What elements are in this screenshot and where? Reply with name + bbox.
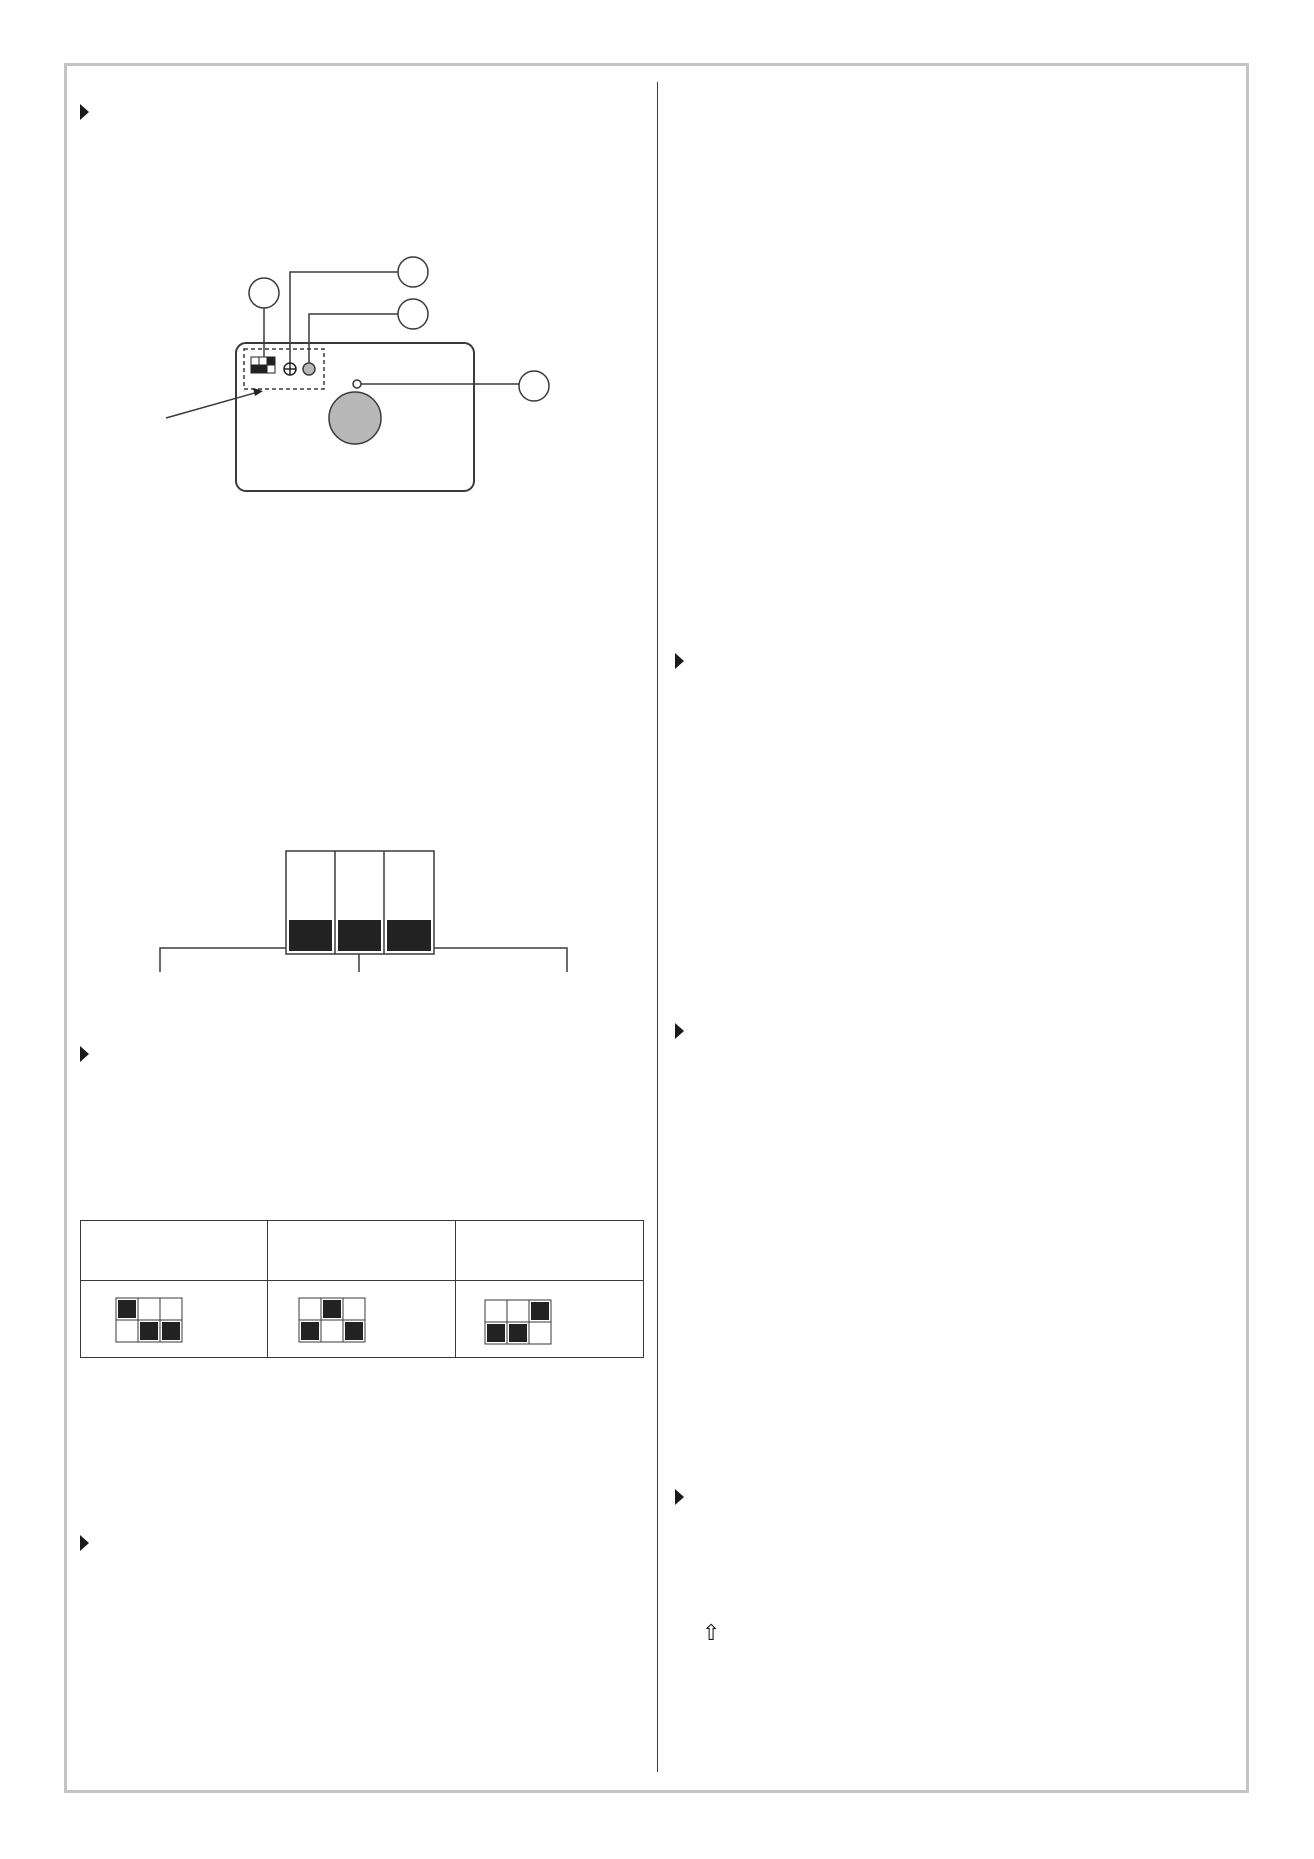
dip-cell [138,1298,160,1320]
dip-setting-table [80,1220,644,1358]
callout-circle [519,371,549,401]
callout-circle [398,257,428,287]
table-pattern-cell [456,1281,643,1357]
table-header-cell [268,1221,455,1281]
dip-switch-block-diagram [0,845,1314,985]
device-diagram [0,0,1314,520]
switch-bracket [160,948,567,972]
dip-cell-on [487,1324,505,1342]
dip-cell-on [531,1302,549,1320]
table-pattern-cell [81,1281,268,1357]
small-indicator-dot [353,380,361,388]
crosshair-screw-icon [284,363,296,375]
section-bullet-icon [675,1023,684,1039]
dip-cell [160,1298,182,1320]
dip-cell [529,1322,551,1344]
large-gray-lens [329,392,381,444]
section-bullet-icon [675,1489,684,1505]
mini-dip-switch-icon [251,357,275,373]
table-header-cell [81,1221,268,1281]
gray-indicator-led [303,363,315,375]
dip-cell-on [118,1300,136,1318]
dip-cell-on [140,1322,158,1340]
dip-cell-on [345,1322,363,1340]
dip-switch-levers [289,920,431,951]
dip-cell [507,1300,529,1322]
callout-circle [249,278,279,308]
dip-cell [485,1300,507,1322]
dip-cell [321,1320,343,1342]
dip-pattern-icon [115,1297,195,1347]
section-bullet-icon [80,1535,89,1551]
callout-circle [398,299,428,329]
dip-cell-on [323,1300,341,1318]
dip-cell [116,1320,138,1342]
table-pattern-cell [268,1281,455,1357]
dip-cell [343,1298,365,1320]
up-arrow-outline-icon: ⇧ [702,1621,721,1646]
dip-cell [299,1298,321,1320]
dip-cell-on [301,1322,319,1340]
table-header-cell [456,1221,643,1281]
dip-pattern-icon [298,1297,378,1347]
section-bullet-icon [80,1046,89,1062]
dip-cell-on [162,1322,180,1340]
section-bullet-icon [675,653,684,669]
dip-cell-on [509,1324,527,1342]
dip-pattern-icon [484,1299,564,1349]
